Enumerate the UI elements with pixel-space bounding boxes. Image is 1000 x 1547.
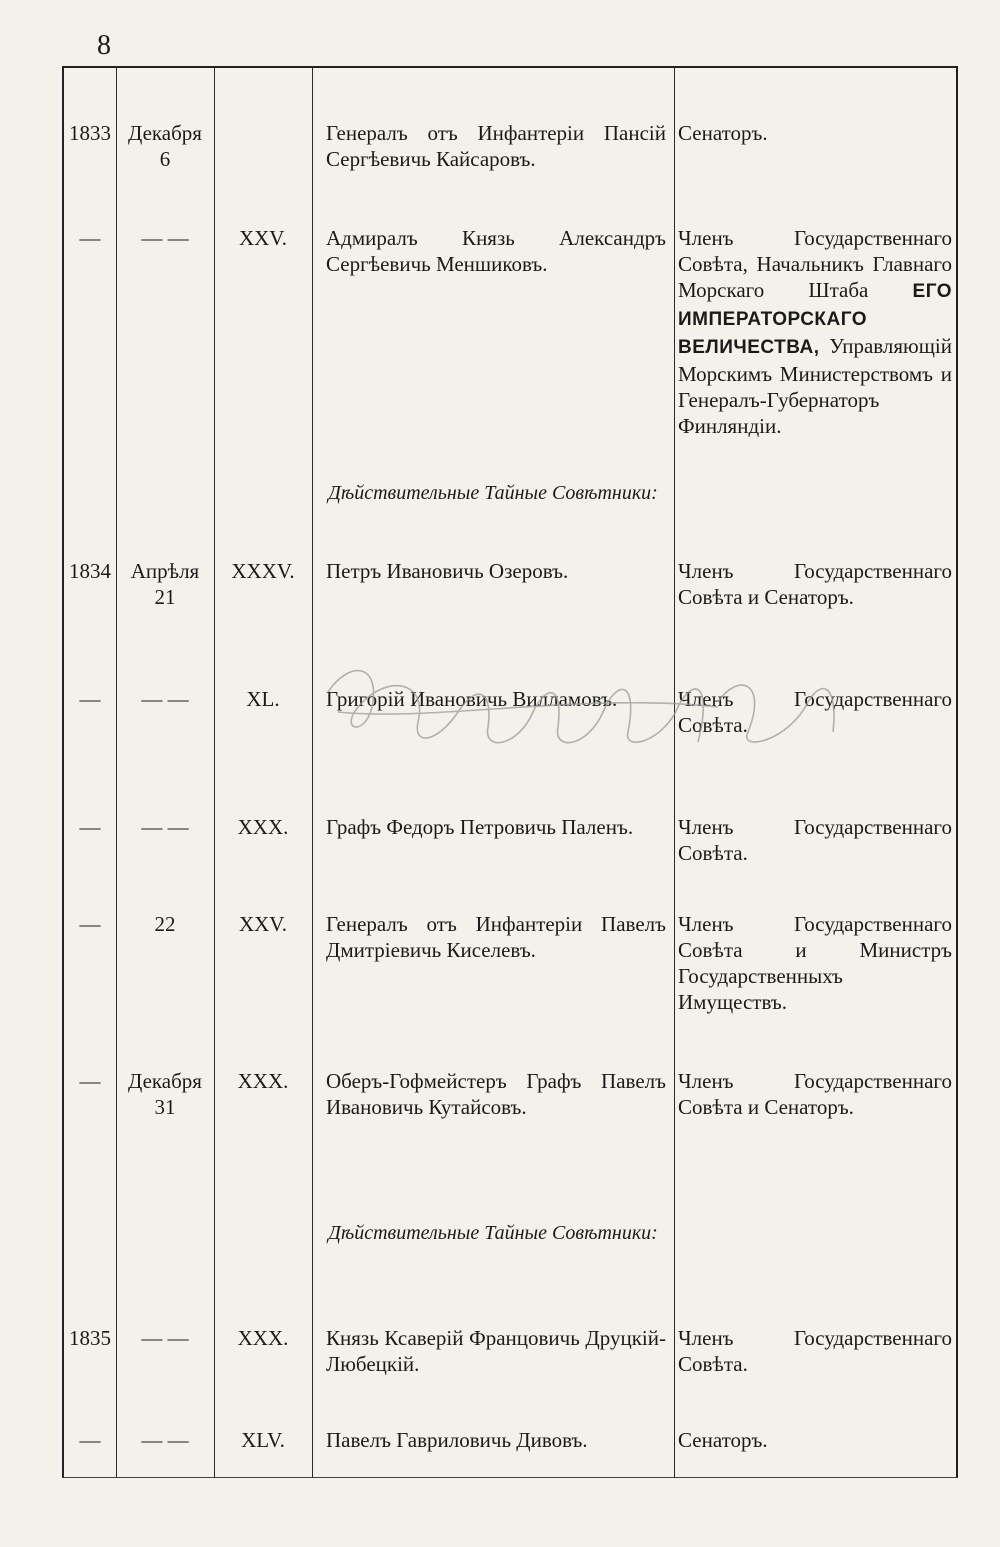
row-year: — <box>79 912 101 936</box>
row-name: Петръ Ивановичь Озеровъ. <box>326 559 569 583</box>
column-divider <box>214 66 215 1478</box>
row-year: — <box>79 226 101 250</box>
page-number: 8 <box>97 30 111 61</box>
row-date: — — <box>141 226 189 250</box>
row-class: XXV. <box>238 226 288 250</box>
row-name: Генералъ отъ Инфантеріи Пансій Сергѣевичь Кайсаровъ. <box>326 121 666 171</box>
row-name: Генералъ отъ Инфантеріи Павелъ Дмитріевичь Киселевъ. <box>326 912 666 962</box>
row-date: — — <box>141 687 189 711</box>
row-year: — <box>79 687 101 711</box>
section-heading: Дѣйствительные Тайные Совѣтники: <box>328 482 658 504</box>
row-position: Членъ Государственнаго Совѣта. <box>678 1326 952 1376</box>
row-position: Членъ Государственнаго Совѣта и Министръ Государственныхъ Имуществъ. <box>678 912 952 1014</box>
row-class: XLV. <box>241 1428 285 1452</box>
row-date: — — <box>141 1428 189 1452</box>
row-name: Графъ Федоръ Петровичь Паленъ. <box>326 815 634 839</box>
row-year: 1834 <box>69 559 111 583</box>
column-divider <box>674 66 675 1478</box>
row-date: Декабря 31 <box>128 1069 202 1119</box>
row-position <box>678 225 952 439</box>
position-text: Членъ Государственнаго Совѣта, Начальникъ Главнаго Морскаго Штаба <box>678 226 952 302</box>
column-divider <box>312 66 313 1478</box>
row-year: 1833 <box>69 121 111 145</box>
position-tail-text: Управляющій Морскимъ Министерствомъ и Генералъ-Губернаторъ Финляндіи. <box>678 334 952 438</box>
row-position: Членъ Государственнаго Совѣта и Сенаторъ. <box>678 1069 952 1119</box>
row-year: — <box>79 1428 101 1452</box>
row-class: XXX. <box>237 1326 289 1350</box>
row-position: Сенаторъ. <box>678 121 768 145</box>
row-year: 1835 <box>69 1326 111 1350</box>
row-position: Членъ Государственнаго Совѣта и Сенаторъ. <box>678 559 952 609</box>
row-name: Павелъ Гавриловичь Дивовъ. <box>326 1428 588 1452</box>
row-year: — <box>79 815 101 839</box>
row-name: Григорій Ивановичь Вилламовъ. <box>326 687 618 711</box>
row-class: XXV. <box>238 912 288 936</box>
row-name: Князь Ксаверій Францовичь Друцкій-Любецкій. <box>326 1326 666 1376</box>
row-position: Членъ Государственнаго Совѣта. <box>678 687 952 737</box>
row-class: XXX. <box>237 1069 289 1093</box>
row-class: XL. <box>246 687 280 711</box>
row-name: Адмиралъ Князь Александръ Сергѣевичь Меншиковъ. <box>326 226 666 276</box>
row-year: — <box>79 1069 101 1093</box>
row-date: Декабря 6 <box>128 121 202 171</box>
row-class: XXX. <box>237 815 289 839</box>
row-date: — — <box>141 815 189 839</box>
row-date: — — <box>141 1326 189 1350</box>
column-divider <box>116 66 117 1478</box>
row-position: Членъ Государственнаго Совѣта. <box>678 815 952 865</box>
position-caps-text: ЕГО ИМПЕРАТОРСКАГО ВЕЛИЧЕСТВА, <box>678 281 952 358</box>
row-class: XXXV. <box>231 559 295 583</box>
row-date: 22 <box>154 912 176 936</box>
row-date: Апрѣля 21 <box>130 559 200 609</box>
row-name: Оберъ-Гофмейстеръ Графъ Павелъ Ивановичь Кутайсовъ. <box>326 1069 666 1119</box>
row-position: Сенаторъ. <box>678 1428 768 1452</box>
section-heading: Дѣйствительные Тайные Совѣтники: <box>328 1222 658 1244</box>
